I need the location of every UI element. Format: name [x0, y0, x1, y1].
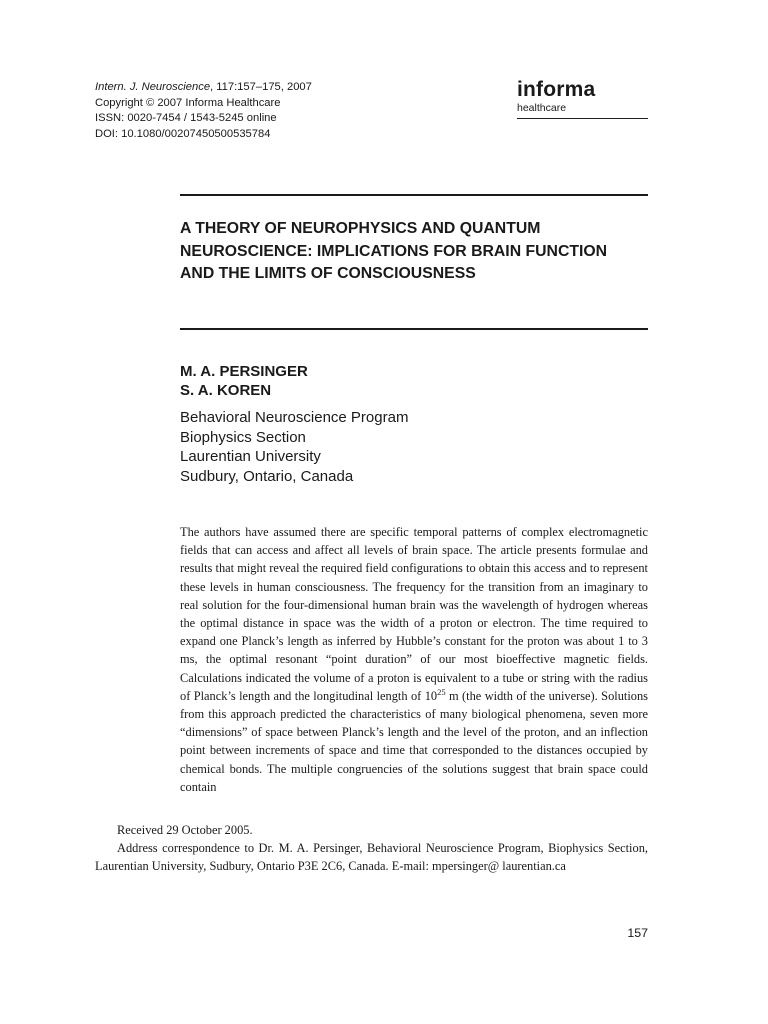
- footnote: [95, 821, 648, 876]
- affiliation-line: Behavioral Neuroscience Program: [180, 409, 409, 426]
- affiliation-line: Sudbury, Ontario, Canada: [180, 467, 354, 485]
- journal-citation: [95, 80, 312, 96]
- journal-volume: , 117:157–175, 2007: [210, 81, 312, 93]
- page-number: 157: [627, 926, 648, 940]
- affiliation: [180, 408, 408, 486]
- doi-line: DOI: 10.1080/00207450500535784: [95, 127, 271, 140]
- author-name: M. A. PERSINGER: [180, 363, 308, 380]
- title-rule-bottom: [180, 328, 648, 330]
- received-date: Received 29 October 2005.: [117, 823, 253, 837]
- correspondence-address: Address correspondence to Dr. M. A. Persinger, Behavioral Neuroscience Program, Biophysics Section, Laurentian University, Sudbury, Ontario P3E 2C6, Canada. E-mail: mpersinger@ laurentian.ca: [95, 841, 648, 874]
- issn-line: ISSN: 0020-7454 / 1543-5245 online: [95, 112, 277, 125]
- abstract-math-base: 10: [424, 688, 438, 703]
- publisher-rule: [517, 118, 648, 119]
- author-list: [180, 362, 308, 400]
- abstract: [180, 523, 648, 796]
- copyright-line: Copyright © 2007 Informa Healthcare: [95, 96, 281, 109]
- affiliation-line: Biophysics Section: [180, 428, 306, 446]
- article-title: A THEORY OF NEUROPHYSICS AND QUANTUM NEUROSCIENCE: IMPLICATIONS FOR BRAIN FUNCTION AND THE LIMITS OF CONSCIOUSNESS: [180, 220, 608, 282]
- affiliation-line: Laurentian University: [180, 448, 321, 465]
- author-name: S. A. KOREN: [180, 382, 272, 399]
- abstract-math-exponent: 25: [437, 686, 446, 697]
- publisher-brand: informa: [517, 78, 596, 101]
- journal-info: [95, 80, 312, 142]
- journal-name: Intern. J. Neuroscience: [95, 81, 211, 93]
- publisher-logo: [517, 78, 648, 119]
- abstract-text: m (the width of the universe). Solutions from this approach predicted the characteristics of many biological phenomena, seven more “dimensions” of space between Planck’s length and the level of the proton, and an inflection point between increments of space and time that corresponded to the distances occupied by chemical bonds. The multiple congruencies of the solutions suggest that brain space could contain: [180, 688, 649, 794]
- abstract-text: The authors have assumed there are specific temporal patterns of complex electromagnetic fields that can access and affect all levels of brain space. The article presents formulae and results that might reveal the required field configurations to obtain this access and to represent these levels in human consciousness. The frequency for the transition from an imaginary to real solution for the four-dimensional human brain was the wavelength of hydrogen whereas the optimal distance in space was the width of a proton or electron. The time required to expand one Planck’s length as inferred by Hubble’s constant for the proton was about 1 to 3 ms, the optimal resonant “point duration” of our most bioeffective magnetic fields. Calculations indicated the volume of a proton is equivalent to a tube or string with the radius of Planck’s length and the longitudinal length of: [180, 525, 648, 703]
- title-rule-top: [180, 194, 648, 196]
- publisher-sub: healthcare: [517, 102, 567, 114]
